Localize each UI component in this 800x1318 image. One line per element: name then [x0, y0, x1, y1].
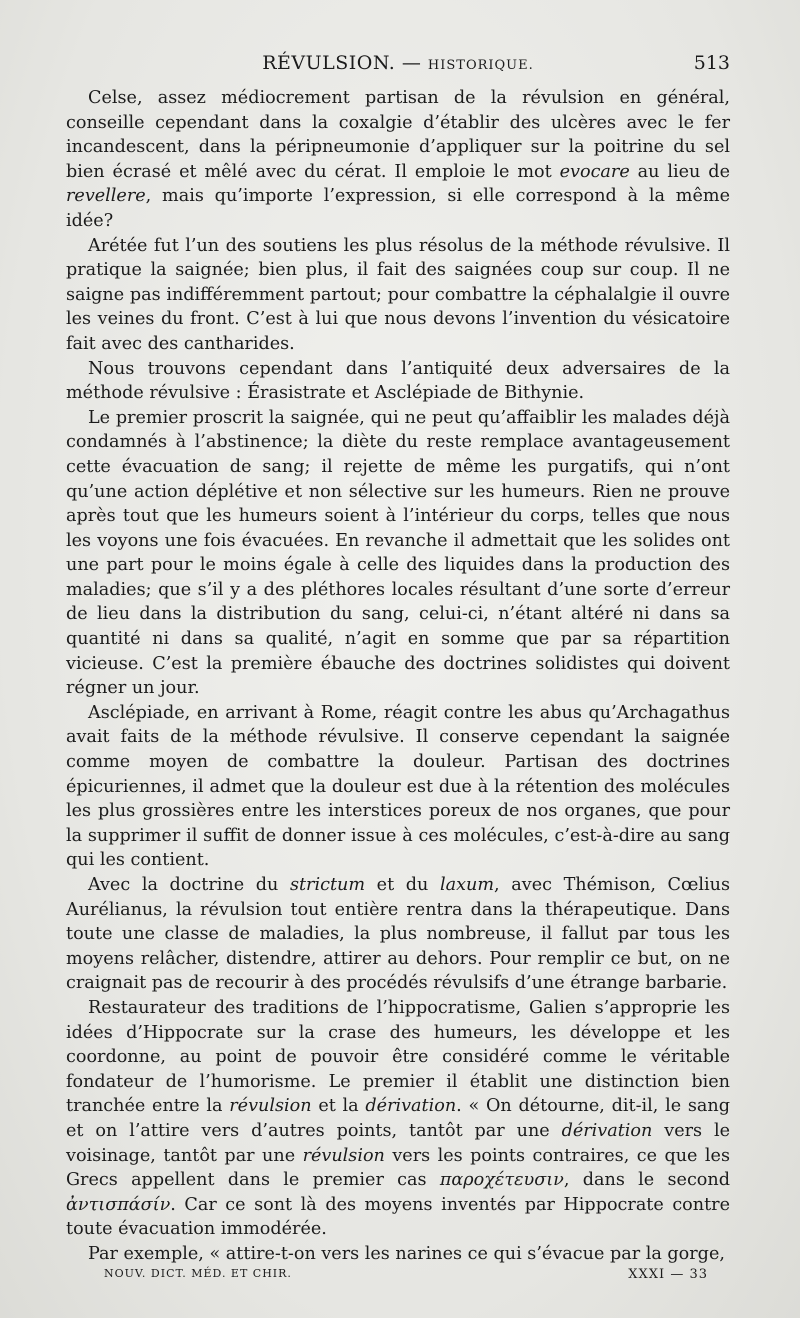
italic-term: revellere — [66, 186, 146, 207]
paragraph — [66, 234, 730, 357]
paragraph — [66, 996, 730, 1242]
paragraph — [66, 406, 730, 701]
header-title: RÉVULSION. — — [262, 52, 422, 74]
italic-term: strictum — [289, 875, 366, 895]
paragraph — [66, 86, 730, 234]
paragraph — [66, 701, 730, 873]
paragraph — [66, 1242, 730, 1267]
footer-signature: XXXI — 33 — [628, 1267, 708, 1282]
italic-term: révulsion — [302, 1145, 385, 1166]
text-run: Nous trouvons cependant dans l’antiquité deux adversaires de la méthode révulsive : Érasistrate et Asclépiade de Bithynie. — [66, 358, 730, 404]
running-header — [66, 52, 730, 82]
text-run: . « On détourne, dit-il, le sang et on l’attire vers d’autres points, tantôt par une — [66, 1096, 730, 1141]
footer — [104, 1267, 708, 1287]
italic-term: evocare — [559, 161, 630, 182]
text-run: , avec Thémison, Cœlius Aurélianus, la révulsion tout entière rentra dans la thérapeutique. Dans toute une classe de maladies, la plus nombreuse, il fallut par tous les moyens relâcher, distendre, attirer au dehors. Pour remplir ce but, on ne craignait pas de recourir à des procédés révulsifs d’une étrange barbarie. — [66, 875, 730, 994]
footer-publication: NOUV. DICT. MÉD. ET CHIR. — [104, 1267, 292, 1280]
text-run: Celse, assez médiocrement partisan de la révulsion en général, conseille cependant dans la coxalgie d’établir des ulcères avec le fer incandescent, dans la péripneumonie d’appliquer sur la poitrine du sel bien écrasé et mêlé avec du cérat. Il emploie le mot — [66, 88, 730, 182]
text-run: vers les points contraires, ce que les Grecs appellent dans le premier cas — [66, 1145, 730, 1191]
running-title — [66, 52, 730, 74]
text-run: . Car ce sont là des moyens inventés par Hippocrate contre toute évacuation immodérée. — [66, 1194, 730, 1240]
text-run: Le premier proscrit la saignée, qui ne peut qu’affaiblir les malades déjà condamnés à l’abstinence; la diète du reste remplace avantageusement cette évacuation de sang; il rejette de même les purgatifs, qui n’ont qu’une action déplétive et non sélective sur les humeurs. Rien ne prouve après tout que les humeurs soient à l’intérieur du corps, telles que nous les voyons une fois évacuées. En revanche il admettait que les solides ont une part pour le moins égale à celle des liquides dans la production des maladies; que s’il y a des pléthores locales résultant d’une sorte d’erreur de lieu dans la distribution du sang, celui-ci, n’étant altéré ni dans sa quantité ni dans sa qualité, n’agit en somme que par sa répartition vicieuse. C’est la première ébauche des doctrines solidistes qui doivent régner un jour. — [66, 407, 730, 699]
text-run: et du — [365, 875, 440, 895]
page-number: 513 — [693, 52, 730, 74]
paragraph — [66, 357, 730, 406]
text-run: au lieu de — [629, 161, 730, 182]
text-run: , mais qu’importe l’expression, si elle correspond à la même idée? — [66, 186, 730, 231]
body-text — [66, 86, 730, 1267]
italic-term: laxum — [439, 875, 495, 895]
paragraph — [66, 873, 730, 996]
italic-term: ἀντισπάσίν — [66, 1194, 171, 1215]
text-run: Asclépiade, en arrivant à Rome, réagit contre les abus qu’Archagathus avait faits de la méthode révulsive. Il conserve cependant la saignée comme moyen de combattre la douleur. Partisan des doctrines épicuriennes, il admet que la douleur est due à la rétention des molécules les plus grossières entre les interstices poreux de nos organes, que pour la supprimer il suffit de donner issue à ces molécules, c’est-à-dire au sang qui les contient. — [66, 702, 730, 871]
italic-term: παροχέτευσιν — [439, 1170, 564, 1191]
text-run: et la — [311, 1096, 366, 1117]
header-subtitle: HISTORIQUE. — [427, 58, 534, 73]
text-run: Avec la doctrine du — [88, 875, 290, 895]
text-run: , dans le second — [563, 1170, 730, 1191]
italic-term: dérivation — [365, 1096, 457, 1117]
text-run: Arétée fut l’un des soutiens les plus résolus de la méthode révulsive. Il pratique la saignée; bien plus, il fait des saignées coup sur coup. Il ne saigne pas indifféremment partout; pour combattre la céphalalgie il ouvre les veines du front. C’est à lui que nous devons l’invention du vésicatoire fait avec des cantharides. — [66, 235, 730, 354]
text-run: Par exemple, « attire-t-on vers les narines ce qui s’évacue par la gorge, — [88, 1243, 725, 1264]
text-run: vers le voisinage, tantôt par une — [66, 1120, 730, 1166]
italic-term: dérivation — [561, 1120, 653, 1141]
italic-term: révulsion — [229, 1096, 312, 1117]
text-run: Restaurateur des traditions de l’hippocratisme, Galien s’approprie les idées d’Hippocrate sur la crase des humeurs, les développe et les coordonne, au point de pouvoir être considéré comme le véritable fondateur de l’humorisme. Le premier il établit une distinction bien tranchée entre la — [66, 997, 730, 1117]
